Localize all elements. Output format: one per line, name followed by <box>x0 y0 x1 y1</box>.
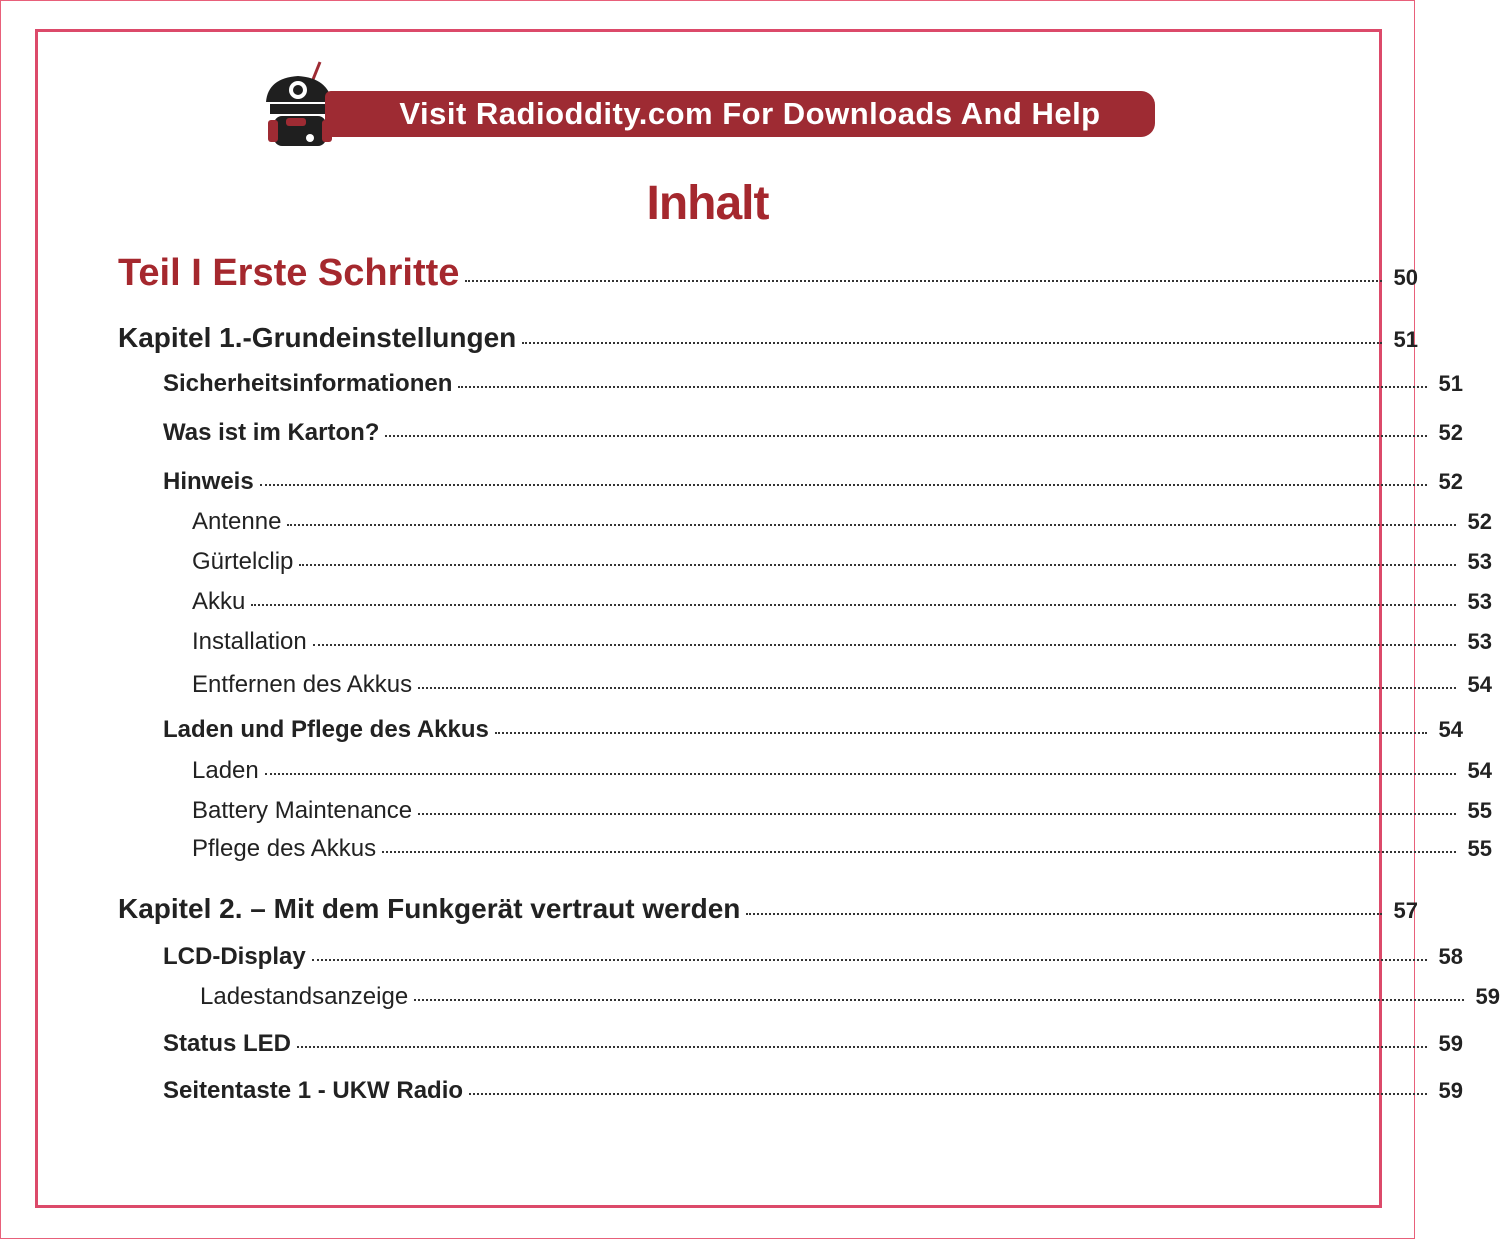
toc-dot-leader <box>265 773 1456 775</box>
toc-entry-label: Battery Maintenance <box>192 797 413 824</box>
toc-entry-label: Pflege des Akkus <box>192 835 377 862</box>
toc-entry-page: 52 <box>1467 509 1492 534</box>
toc-dot-leader <box>287 524 1456 526</box>
toc-dot-leader <box>418 813 1456 815</box>
toc-entry-label: Hinweis <box>163 468 254 495</box>
toc-entry-page: 59 <box>1438 1031 1463 1056</box>
toc-entry-label: Teil I Erste Schritte <box>118 252 460 294</box>
toc-dot-leader <box>312 959 1427 961</box>
toc-entry-page: 53 <box>1467 589 1492 614</box>
toc-dot-leader <box>251 604 1456 606</box>
toc-entry-page: 50 <box>1393 265 1418 290</box>
toc-entry-subsection[interactable] <box>0 671 1492 699</box>
toc-entry-label: Entfernen des Akkus <box>192 671 413 698</box>
toc-dot-leader <box>495 732 1427 734</box>
toc-entry-section[interactable] <box>0 370 1463 398</box>
toc-entry-page: 54 <box>1438 717 1463 742</box>
toc-entry-page: 52 <box>1438 469 1463 494</box>
toc-entry-subsection[interactable] <box>0 588 1492 616</box>
toc-entry-subsection[interactable] <box>0 628 1492 656</box>
toc-entry-page: 54 <box>1467 758 1492 783</box>
toc-entry-page: 59 <box>1438 1078 1463 1103</box>
page-title: Inhalt <box>646 177 769 230</box>
toc-entry-label: Was ist im Karton? <box>163 419 380 446</box>
toc-entry-subsection[interactable] <box>0 757 1492 785</box>
toc-entry-subsection[interactable] <box>0 835 1492 863</box>
toc-entry-label: Ladestandsanzeige <box>200 983 409 1010</box>
toc-entry-label: Status LED <box>163 1030 292 1057</box>
toc-entry-page: 59 <box>1475 984 1500 1009</box>
toc-entry-label: LCD-Display <box>163 943 306 970</box>
toc-dot-leader <box>465 280 1382 282</box>
toc-entry-label: Antenne <box>192 508 282 535</box>
toc-entry-section[interactable] <box>0 943 1463 971</box>
toc-dot-leader <box>382 851 1456 853</box>
toc-dot-leader <box>260 484 1427 486</box>
toc-dot-leader <box>385 435 1427 437</box>
toc-entry-section[interactable] <box>0 419 1463 447</box>
toc-entry-page: 55 <box>1467 798 1492 823</box>
toc-entry-label: Installation <box>192 628 307 655</box>
toc-entry-subsection[interactable] <box>0 548 1492 576</box>
toc-dot-leader <box>297 1046 1427 1048</box>
toc-entry-section[interactable] <box>0 468 1463 496</box>
toc-dot-leader <box>313 644 1456 646</box>
toc-entry-part[interactable] <box>0 252 1418 295</box>
toc-dot-leader <box>469 1093 1427 1095</box>
toc-entry-label: Gürtelclip <box>192 548 294 575</box>
toc-entry-page: 53 <box>1467 629 1492 654</box>
toc-dot-leader <box>414 999 1464 1001</box>
toc-entry-section[interactable] <box>0 1030 1463 1058</box>
toc-entry-label: Sicherheitsinformationen <box>163 370 453 397</box>
toc-entry-page: 52 <box>1438 420 1463 445</box>
toc-dot-leader <box>458 386 1427 388</box>
toc-entry-page: 51 <box>1393 327 1418 352</box>
download-help-banner[interactable]: Visit Radioddity.com For Downloads And Help <box>325 91 1155 137</box>
toc-dot-leader <box>522 342 1382 344</box>
toc-entry-page: 58 <box>1438 944 1463 969</box>
toc-entry-page: 57 <box>1393 898 1418 923</box>
toc-entry-subsection[interactable] <box>0 797 1492 825</box>
toc-entry-page: 53 <box>1467 549 1492 574</box>
toc-dot-leader <box>299 564 1456 566</box>
toc-entry-subsection[interactable] <box>0 983 1500 1011</box>
toc-entry-page: 51 <box>1438 371 1463 396</box>
toc-entry-page: 54 <box>1467 672 1492 697</box>
toc-entry-label: Seitentaste 1 - UKW Radio <box>163 1077 464 1104</box>
toc-entry-chapter[interactable] <box>0 893 1418 925</box>
toc-entry-label: Kapitel 2. – Mit dem Funkgerät vertraut werden <box>118 893 741 924</box>
toc-entry-section[interactable] <box>0 716 1463 744</box>
toc-entry-label: Laden und Pflege des Akkus <box>163 716 489 743</box>
toc-entry-page: 55 <box>1467 836 1492 861</box>
toc-entry-chapter[interactable] <box>0 322 1418 354</box>
toc-dot-leader <box>746 913 1382 915</box>
toc-entry-label: Laden <box>192 757 259 784</box>
toc-entry-label: Akku <box>192 588 246 615</box>
toc-entry-subsection[interactable] <box>0 508 1492 536</box>
toc-dot-leader <box>418 687 1456 689</box>
toc-entry-section[interactable] <box>0 1077 1463 1105</box>
toc-entry-label: Kapitel 1.-Grundeinstellungen <box>118 322 517 353</box>
